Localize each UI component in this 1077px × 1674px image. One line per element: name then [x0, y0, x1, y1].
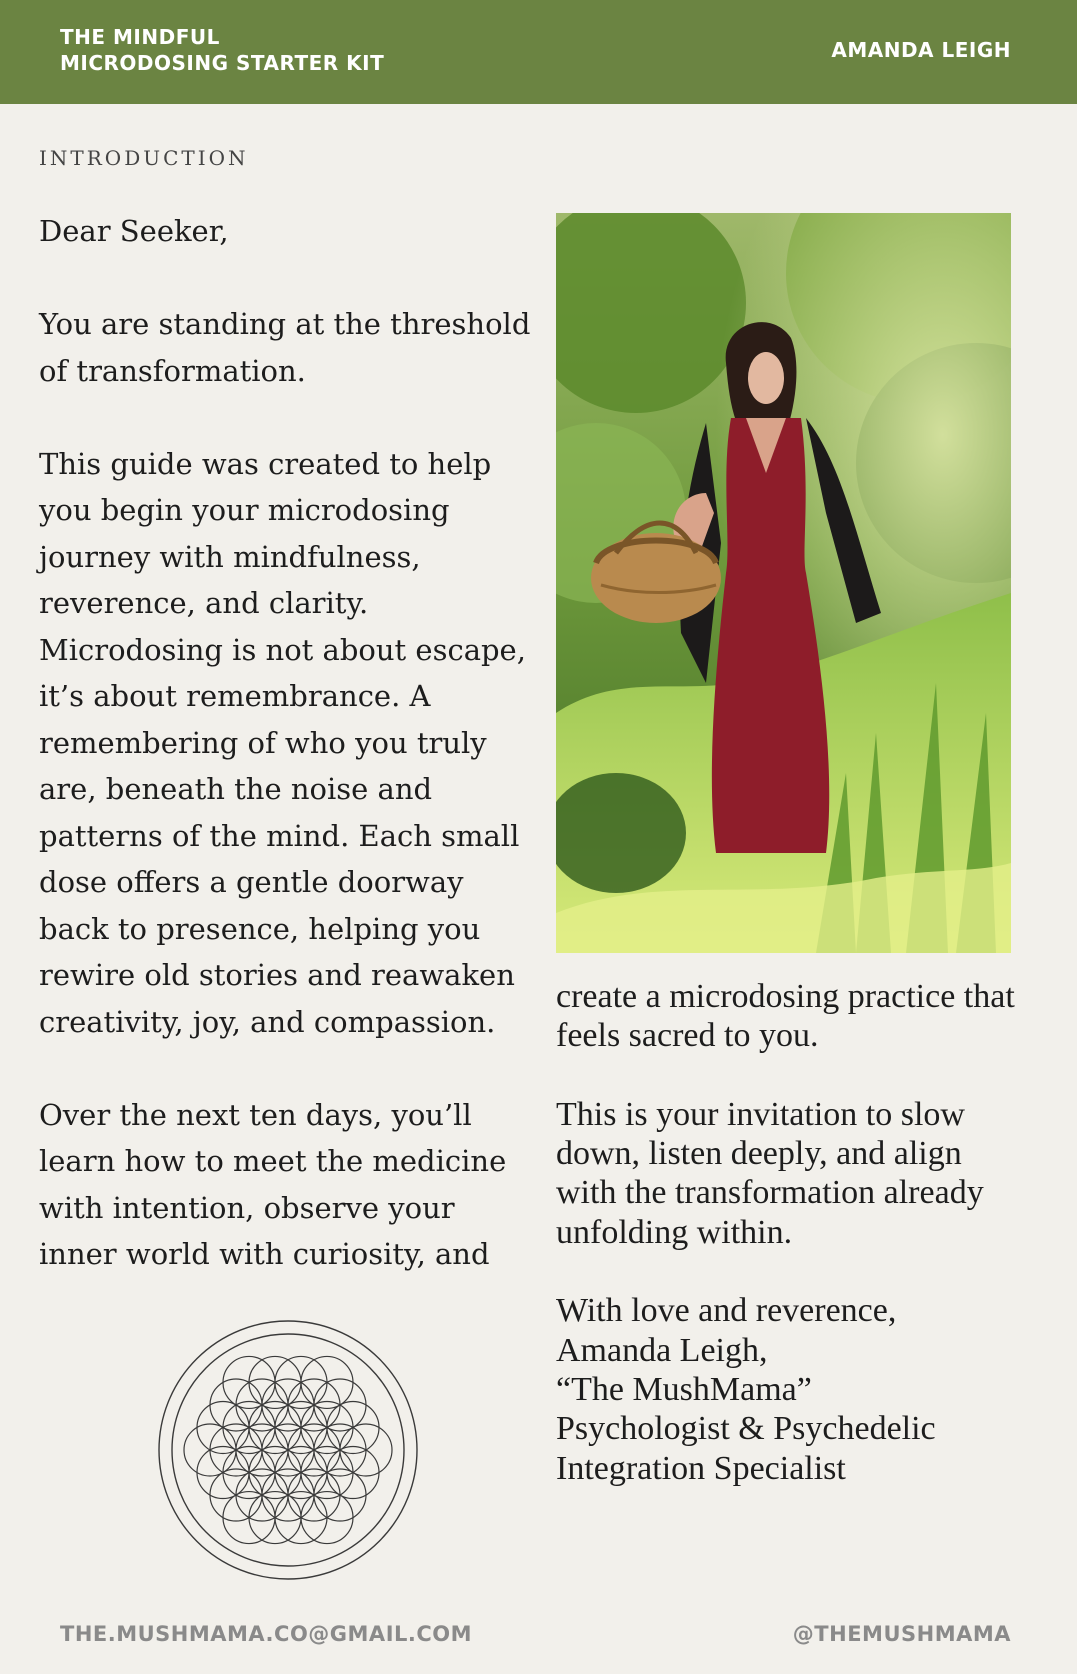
document-title-line1: THE MINDFUL	[60, 25, 220, 49]
flower-of-life-icon	[157, 1319, 419, 1581]
letter-paragraph-3: Over the next ten days, you’ll learn how to meet the medicine with intention, observe your inner world with curiosity, and	[39, 1097, 507, 1271]
footer-email: THE.MUSHMAMA.CO@GMAIL.COM	[60, 1622, 473, 1646]
letter-paragraph-3-continued: create a microdosing practice that feels sacred to you.	[556, 978, 1015, 1055]
letter-greeting: Dear Seeker,	[39, 214, 229, 248]
letter-left-column	[39, 208, 539, 1278]
footer-social-handle: @THEMUSHMAMA	[792, 1622, 1011, 1646]
letter-signature	[556, 1291, 1026, 1487]
header-author: AMANDA LEIGH	[831, 38, 1011, 62]
signature-nickname: “The MushMama”	[556, 1370, 812, 1408]
letter-right-column	[556, 977, 1026, 1527]
letter-paragraph-2: This guide was created to help you begin your microdosing journey with mindfulness, reverence, and clarity. Microdosing is not about escape, it’s about remembrance. A remembering of who you truly are, beneath the noise and patterns of the mind. Each small dose offers a gentle doorway back to presence, helping you rewire old stories and reawaken creativity, joy, and compassion.	[39, 446, 526, 1039]
signature-name: Amanda Leigh,	[556, 1331, 768, 1369]
letter-signoff: With love and reverence,	[556, 1292, 897, 1330]
letter-paragraph-1: You are standing at the threshold of transformation.	[39, 307, 531, 388]
letter-paragraph-4: This is your invitation to slow down, listen deeply, and align with the transformation already unfolding within.	[556, 1095, 984, 1251]
section-label: INTRODUCTION	[39, 146, 249, 170]
woman-with-basket-photo	[556, 213, 1011, 953]
document-title	[60, 24, 384, 76]
signature-title-line1: Psychologist & Psychedelic	[556, 1410, 936, 1448]
document-title-line2: MICRODOSING STARTER KIT	[60, 51, 385, 75]
page-header	[0, 0, 1077, 104]
signature-title-line2: Integration Specialist	[556, 1449, 846, 1487]
